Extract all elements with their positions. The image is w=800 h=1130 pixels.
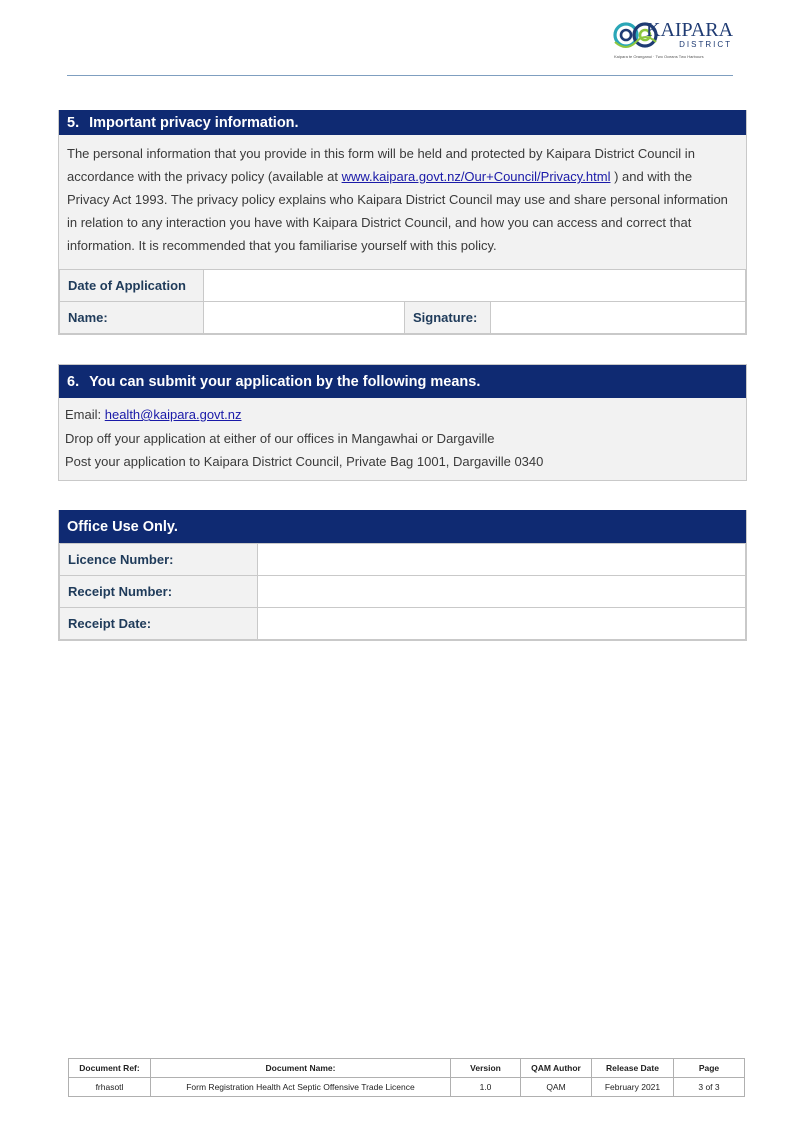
- privacy-section: [58, 110, 747, 335]
- section-title: You can submit your application by the following means.: [89, 373, 481, 390]
- signature-label: Signature:: [405, 302, 491, 334]
- post-line: Post your application to Kaipara District Council, Private Bag 1001, Dargaville 0340: [65, 454, 544, 469]
- document-footer: [68, 1058, 745, 1097]
- receipt-date-field[interactable]: [258, 608, 746, 640]
- submission-details: [59, 398, 746, 480]
- footer-header-row: [69, 1059, 745, 1078]
- applicant-details-table: [59, 269, 746, 334]
- submission-section: [58, 364, 747, 481]
- section-number: 5.: [67, 114, 80, 131]
- footer-header-cell: Page: [674, 1059, 745, 1078]
- section-title: Office Use Only.: [67, 518, 178, 535]
- privacy-text-part2: ) and with the Privacy Act 1993. The privacy policy explains who Kaipara District Council may use and share personal information in relation to any interaction you have with Kaipara District Council, and how you can access and correct that information. It is recommended that you familiarise yourself with this policy.: [67, 169, 728, 253]
- privacy-text: [59, 135, 746, 269]
- document-info-table: [68, 1058, 745, 1097]
- footer-value-cell: QAM: [521, 1078, 592, 1097]
- footer-value-cell: frhasotl: [69, 1078, 151, 1097]
- date-of-application-field[interactable]: [204, 270, 746, 302]
- footer-header-cell: Release Date: [592, 1059, 674, 1078]
- date-of-application-label: Date of Application: [60, 270, 204, 302]
- submission-section-header: [59, 365, 746, 398]
- footer-value-row: [69, 1078, 745, 1097]
- logo-name: KAIPARA: [646, 19, 734, 41]
- footer-header-cell: Document Ref:: [69, 1059, 151, 1078]
- office-use-table: [59, 543, 746, 640]
- footer-value-cell: 1.0: [451, 1078, 521, 1097]
- section-title: Important privacy information.: [89, 114, 299, 131]
- email-link[interactable]: health@kaipara.govt.nz: [104, 407, 242, 422]
- footer-value-cell: 3 of 3: [674, 1078, 745, 1097]
- name-field[interactable]: [204, 302, 405, 334]
- footer-header-cell: QAM Author: [521, 1059, 592, 1078]
- footer-value-cell: February 2021: [592, 1078, 674, 1097]
- footer-header-cell: Version: [451, 1059, 521, 1078]
- office-use-header: [59, 510, 746, 543]
- privacy-policy-link[interactable]: www.kaipara.govt.nz/Our+Council/Privacy.html: [341, 169, 611, 184]
- licence-number-field[interactable]: [258, 544, 746, 576]
- receipt-number-field[interactable]: [258, 576, 746, 608]
- privacy-text-part1: The personal information that you provide in this form will be held and protected by Kaipara District Council in accordance with the privacy policy (available at: [67, 146, 695, 184]
- drop-off-line: Drop off your application at either of our offices in Mangawhai or Dargaville: [65, 430, 495, 446]
- section-number: 6.: [67, 373, 80, 390]
- header-divider: [67, 75, 733, 76]
- signature-field[interactable]: [491, 302, 746, 334]
- office-use-section: [58, 510, 747, 641]
- footer-header-cell: Document Name:: [151, 1059, 451, 1078]
- footer-value-cell: Form Registration Health Act Septic Offensive Trade Licence: [151, 1078, 451, 1097]
- email-label: Email:: [65, 407, 105, 422]
- logo-sub: DISTRICT: [679, 40, 732, 49]
- receipt-number-label: Receipt Number:: [60, 576, 258, 608]
- logo-wordmark: [646, 20, 733, 50]
- privacy-section-header: [59, 110, 746, 135]
- email-line: [65, 403, 740, 427]
- name-label: Name:: [60, 302, 204, 334]
- licence-number-label: Licence Number:: [60, 544, 258, 576]
- logo-tagline: Kaipara te Oranganui · Two Oceans Two Harbours: [614, 54, 704, 59]
- receipt-date-label: Receipt Date:: [60, 608, 258, 640]
